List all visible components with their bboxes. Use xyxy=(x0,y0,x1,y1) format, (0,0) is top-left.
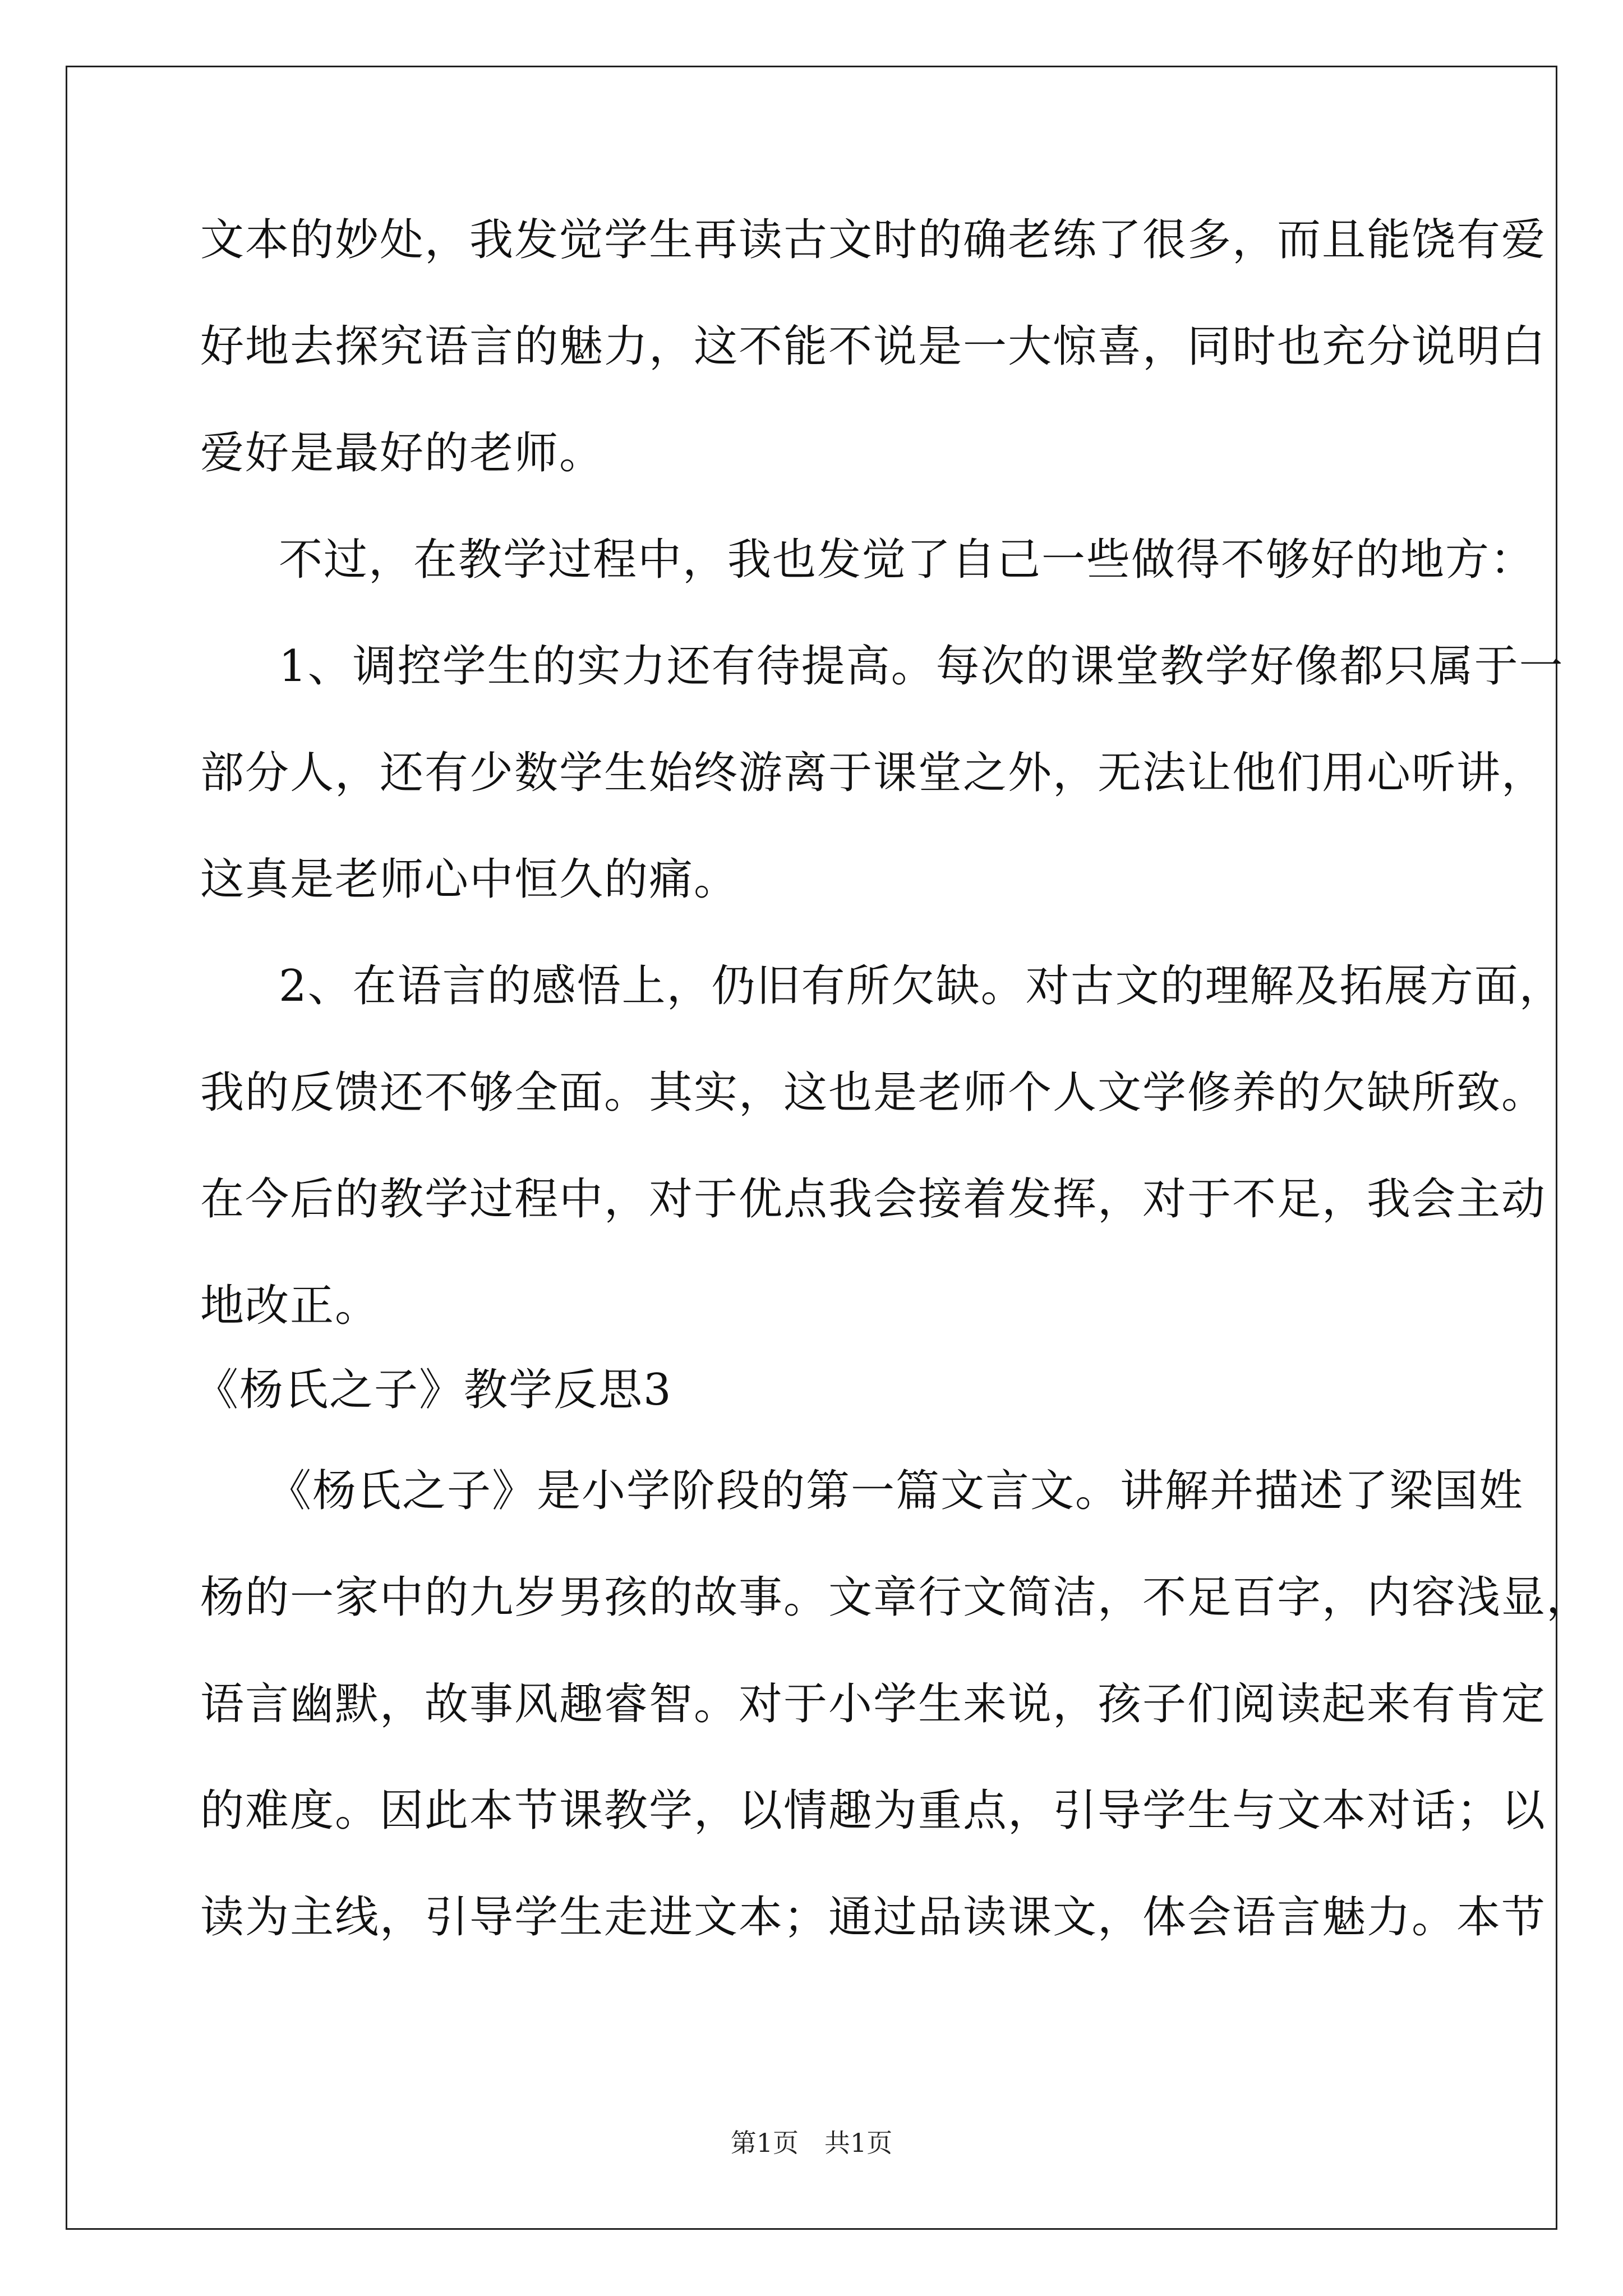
text-line: 地改正。 xyxy=(200,1281,380,1331)
text-line: 我的反馈还不够全面。其实，这也是老师个人文学修养的欠缺所致。 xyxy=(200,1068,1547,1118)
text-line: 2、在语言的感悟上，仍旧有所欠缺。对古文的理解及拓展方面， xyxy=(279,961,1564,1011)
text-line: 《杨氏之子》是小学阶段的第一篇文言文。讲解并描述了梁国姓 xyxy=(268,1466,1524,1516)
text-line: 在今后的教学过程中，对于优点我会接着发挥，对于不足，我会主动 xyxy=(200,1174,1547,1225)
text-line: 不过，在教学过程中，我也发觉了自己一些做得不够好的地方： xyxy=(279,535,1536,585)
text-line: 1、调控学生的实力还有待提高。每次的课堂教学好像都只属于一 xyxy=(279,641,1564,692)
text-line: 的难度。因此本节课教学，以情趣为重点，引导学生与文本对话；以 xyxy=(200,1786,1547,1836)
text-line: 这真是老师心中恒久的痛。 xyxy=(200,854,739,905)
text-line: 爱好是最好的老师。 xyxy=(200,428,605,478)
page-footer: 第1页 共1页 xyxy=(730,2128,893,2158)
text-line: 语言幽默，故事风趣睿智。对于小学生来说，孩子们阅读起来有肯定 xyxy=(200,1679,1547,1729)
text-line: 读为主线，引导学生走进文本；通过品读课文，体会语言魅力。本节 xyxy=(200,1892,1547,1943)
text-line: 好地去探究语言的魅力，这不能不说是一大惊喜，同时也充分说明白 xyxy=(200,321,1547,372)
text-line: 文本的妙处，我发觉学生再读古文时的确老练了很多，而且能饶有爱 xyxy=(200,215,1547,265)
section-heading: 《杨氏之子》教学反思3 xyxy=(195,1365,672,1415)
text-line: 杨的一家中的九岁男孩的故事。文章行文简洁，不足百字，内容浅显， xyxy=(200,1572,1592,1623)
text-line: 部分人，还有少数学生始终游离于课堂之外，无法让他们用心听讲， xyxy=(200,748,1547,798)
